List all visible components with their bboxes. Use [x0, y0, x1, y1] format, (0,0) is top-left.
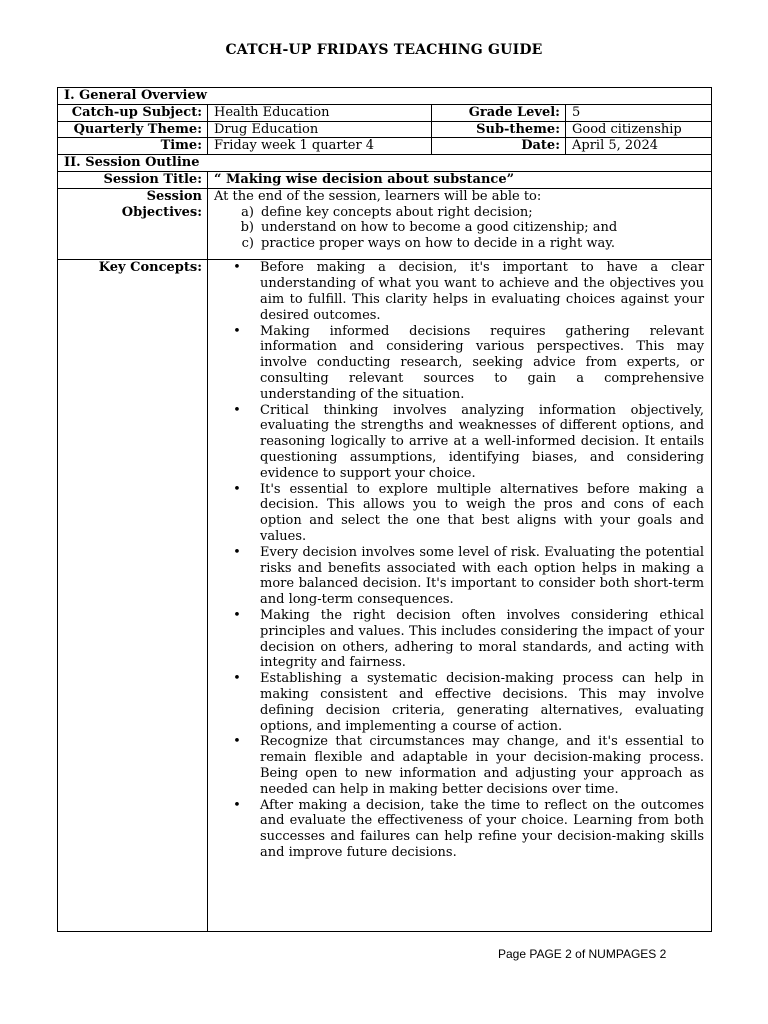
objectives-intro: At the end of the session, learners will be able to: [214, 188, 542, 204]
key-concepts-list [214, 260, 706, 860]
key-concept-text: Establishing a systematic decision-making process can help in making consistent and effective decisions. This may involve defining decision criteria, generating alternatives, evaluating options, and implementing a course of action. [260, 671, 705, 734]
key-concept-text: After making a decision, take the time to reflect on the outcomes and evaluate the effectiveness of your choice. Learning from both successes and failures can help refine your decision-making skills and improve future decisions. [260, 797, 705, 860]
bullet-icon: • [233, 323, 241, 339]
key-concept-text: Before making a decision, it's important to have a clear understanding of what you want to achieve and the objectives you aim to fulfill. This clarity helps in evaluating choices against your desired outcomes. [260, 260, 705, 323]
date-value: April 5, 2024 [566, 138, 712, 155]
objectives-list [214, 205, 706, 252]
objective-text: understand on how to become a good citizenship; and [261, 220, 618, 236]
document-title: CATCH-UP FRIDAYS TEACHING GUIDE [225, 42, 543, 58]
bullet-icon: • [233, 607, 241, 623]
subject-label: Catch-up Subject: [58, 104, 208, 121]
objectives-cell [208, 188, 712, 260]
key-concepts-label: Key Concepts: [58, 260, 208, 932]
theme-value: Drug Education [208, 121, 432, 138]
list-item [214, 260, 706, 323]
page-footer: Page PAGE 2 of NUMPAGES 2 [498, 947, 667, 961]
objective-text: practice proper ways on how to decide in a right way. [261, 236, 615, 252]
list-item [214, 236, 706, 252]
list-item [214, 205, 706, 221]
key-concepts-cell [208, 260, 712, 932]
objective-marker: c) [241, 236, 254, 252]
objectives-label [58, 188, 208, 260]
key-concept-text: Critical thinking involves analyzing information objectively, evaluating the strengths and weaknesses of different options, and reasoning logically to arrive at a well-informed decision. It entails questioning assumptions, identifying biases, and considering evidence to support your choice. [260, 402, 705, 481]
objectives-label-line-1: Session [146, 188, 202, 204]
key-concept-text: It's essential to explore multiple alternatives before making a decision. This allows you to weigh the pros and cons of each option and select the one that best aligns with your goals and values. [260, 481, 705, 544]
objectives-label-line-2: Objectives: [121, 204, 202, 220]
bullet-icon: • [233, 671, 241, 687]
list-item [214, 608, 706, 671]
objective-text: define key concepts about right decision; [261, 204, 533, 220]
session-outline-heading: II. Session Outline [58, 155, 712, 172]
list-item [214, 671, 706, 734]
date-label: Date: [432, 138, 566, 155]
session-title-label: Session Title: [58, 171, 208, 188]
subtheme-value: Good citizenship [566, 121, 712, 138]
bullet-icon: • [233, 544, 241, 560]
theme-label: Quarterly Theme: [58, 121, 208, 138]
time-label: Time: [58, 138, 208, 155]
bullet-icon: • [233, 797, 241, 813]
list-item [214, 324, 706, 403]
key-concept-text: Recognize that circumstances may change, and it's essential to remain flexible and adaptable in your decision-making process. Being open to new information and adjusting your approach as needed can help in making better decisions over time. [260, 734, 705, 797]
bullet-icon: • [233, 402, 241, 418]
grade-value: 5 [566, 104, 712, 121]
subject-value: Health Education [208, 104, 432, 121]
bullet-icon: • [233, 734, 241, 750]
list-item [214, 482, 706, 545]
key-concept-text: Every decision involves some level of risk. Evaluating the potential risks and benefits associated with each option helps in making a more balanced decision. It's important to consider both short-term and long-term consequences. [260, 544, 705, 608]
list-item [214, 545, 706, 608]
list-item [214, 220, 706, 236]
list-item [214, 403, 706, 482]
objective-marker: a) [241, 204, 254, 220]
teaching-guide-table [57, 87, 712, 932]
list-item [214, 798, 706, 861]
key-concept-text: Making the right decision often involves considering ethical principles and values. This includes considering the impact of your decision on others, adhering to moral standards, and acting with integrity and fairness. [260, 607, 705, 671]
general-overview-heading: I. General Overview [58, 88, 712, 105]
objective-marker: b) [240, 220, 254, 236]
bullet-icon: • [233, 481, 241, 497]
time-value: Friday week 1 quarter 4 [208, 138, 432, 155]
list-item [214, 734, 706, 797]
grade-label: Grade Level: [432, 104, 566, 121]
session-title-value: “ Making wise decision about substance” [208, 171, 712, 188]
bullet-icon: • [233, 260, 241, 276]
subtheme-label: Sub-theme: [432, 121, 566, 138]
key-concept-text: Making informed decisions requires gathering relevant information and considering various perspectives. This may involve conducting research, seeking advice from experts, or consulting relevant sources to gain a comprehensive understanding of the situation. [260, 323, 705, 402]
